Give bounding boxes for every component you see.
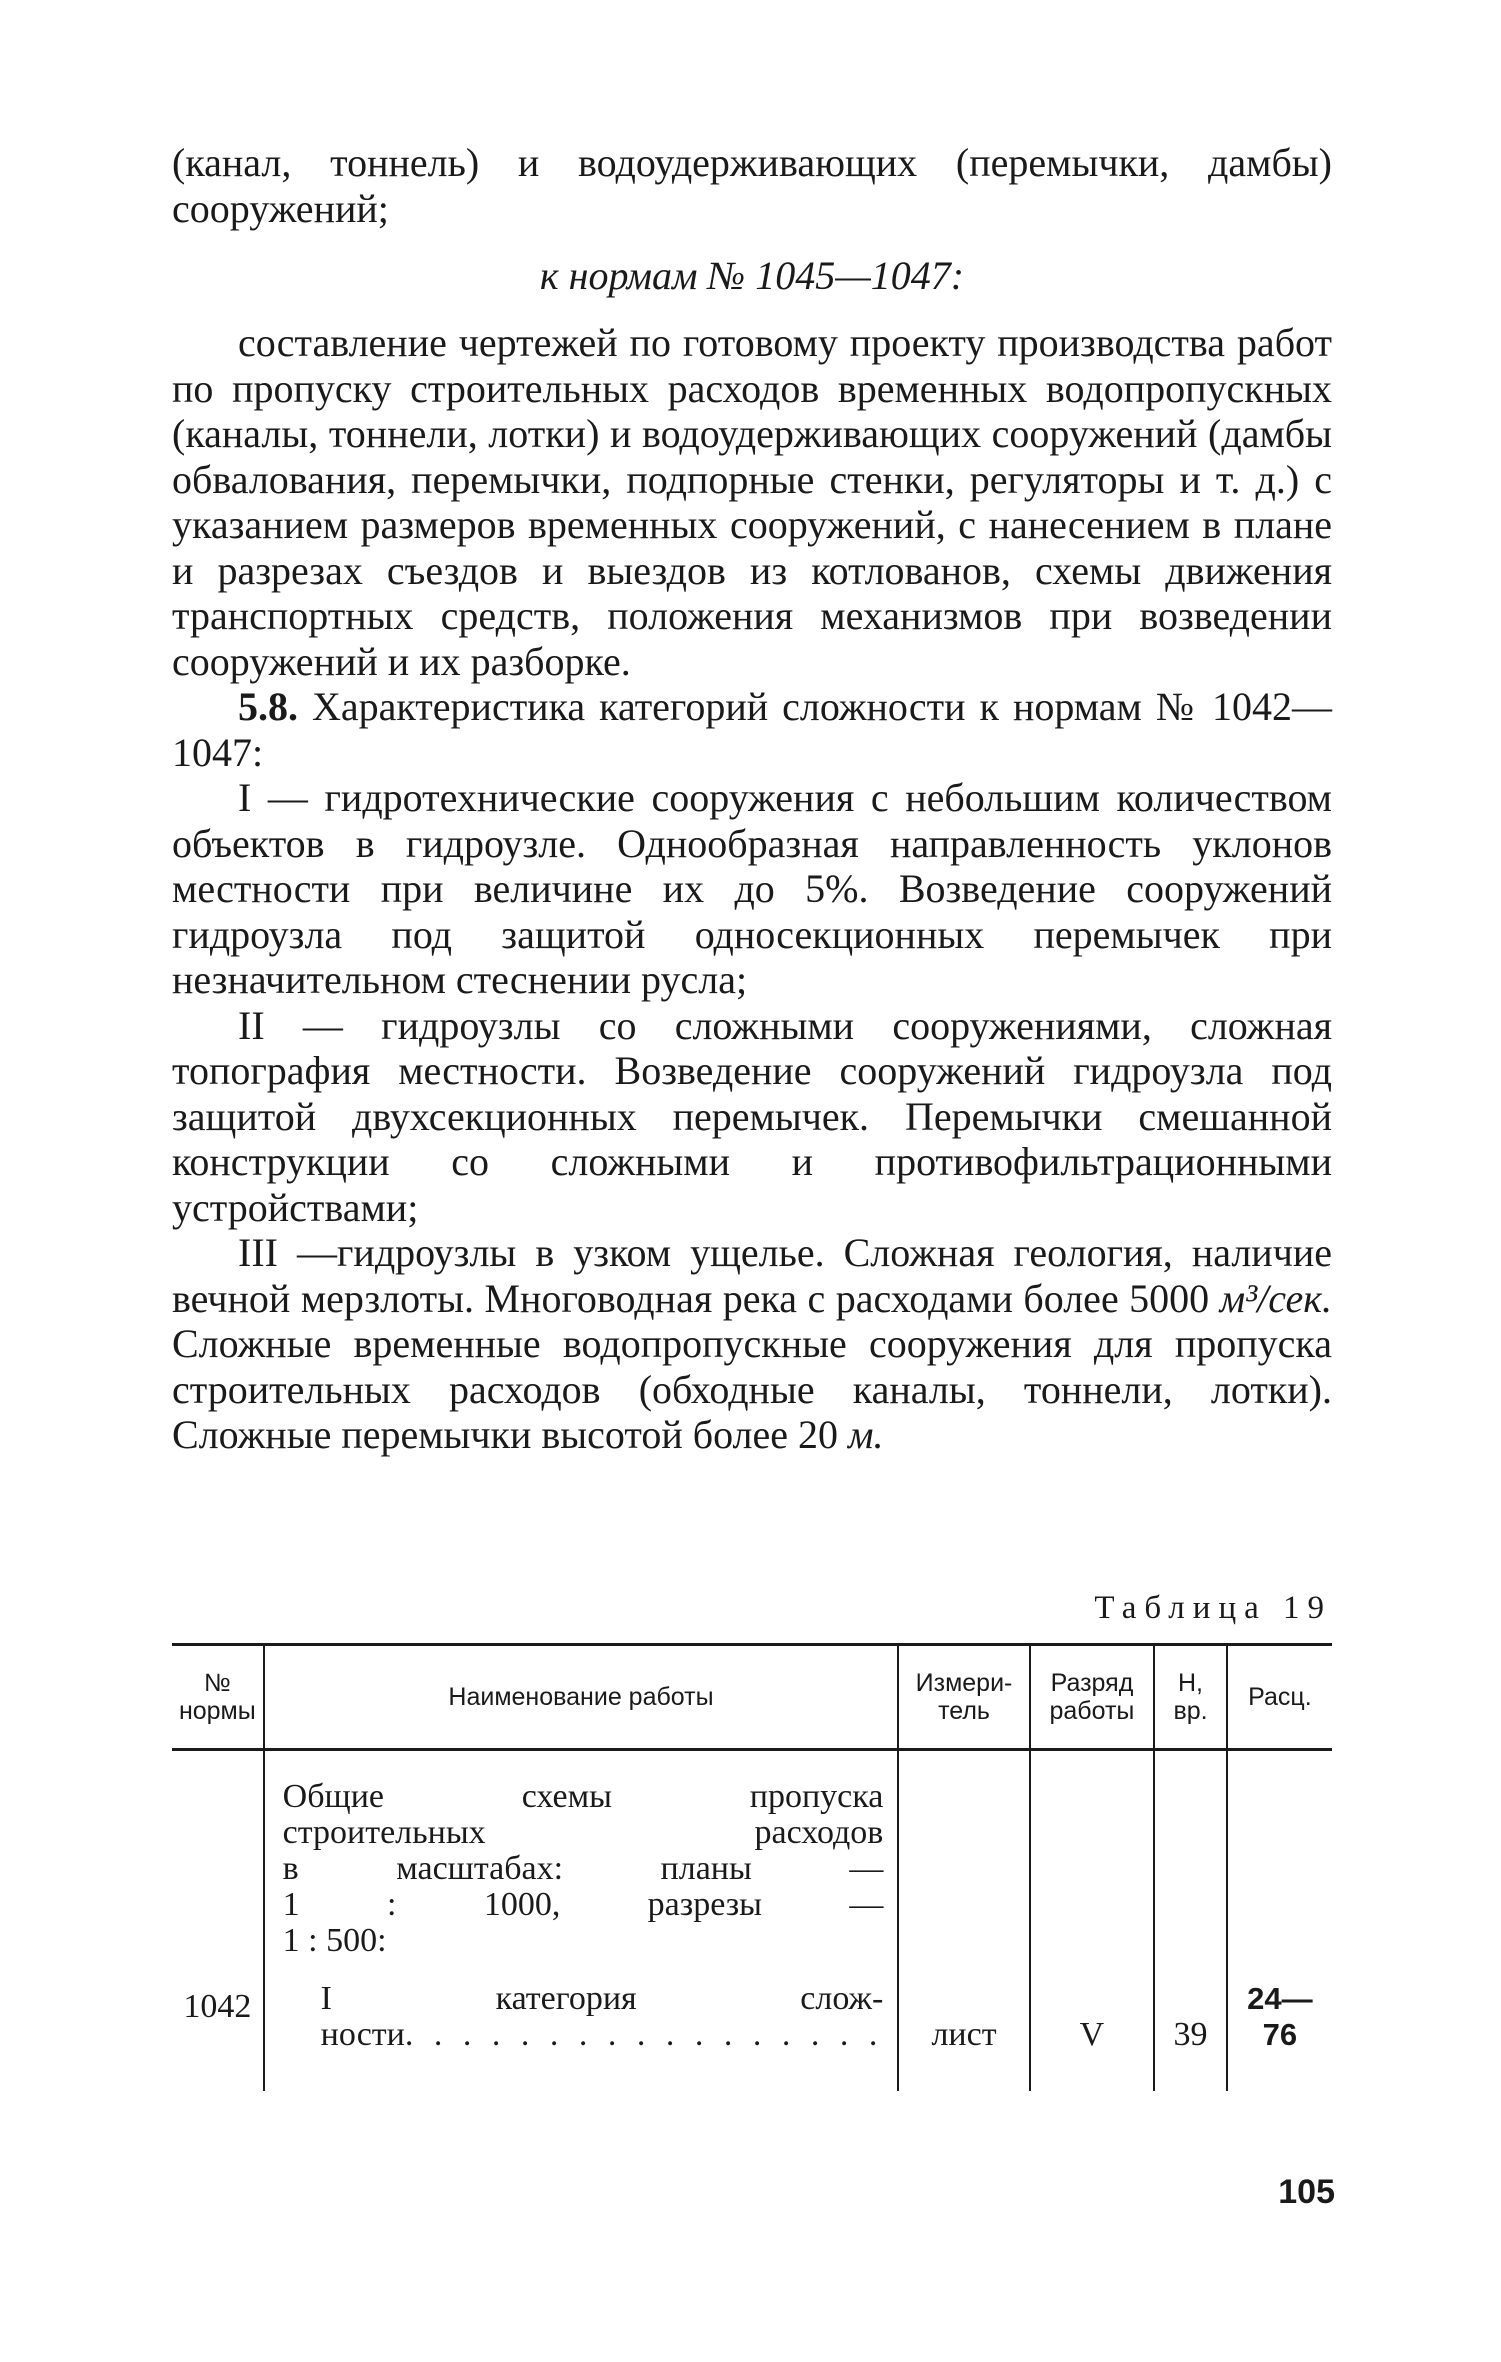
- table-row: [172, 1750, 1332, 2092]
- table-caption: Таблица 19: [1094, 1590, 1332, 1626]
- header-rate: Расц.: [1227, 1645, 1332, 1750]
- desc-line-5: 1 : 500:: [282, 1922, 387, 1959]
- header-grade-line2: работы: [1049, 1697, 1135, 1725]
- category-3-text: [172, 1230, 1332, 1458]
- category-2-text: II — гидроузлы со сложными сооружениями, сложная топография местности. Возведение сооружений гидроузла под защитой двухсекционных перемычек. Перемычки смешанной конструкции со сложными и противофильтрационными устройствами;: [172, 1002, 1332, 1230]
- desc-line-4: 1 : 1000, разрезы —: [282, 1886, 884, 1923]
- header-unit: [898, 1645, 1029, 1750]
- category-1-text: I — гидротехнические сооружения с небольшим количеством объектов в гидроузле. Однообразная направленность уклонов местности при величине их до 5%. Возведение сооружений гидроузла под защитой односекционных перемычек при незначительном стеснении русла;: [172, 775, 1332, 1002]
- unit-meters: м.: [848, 1412, 884, 1457]
- subheading-norms: к нормам № 1045—1047:: [539, 253, 965, 298]
- page-number: 105: [1278, 2173, 1335, 2211]
- cell-work-name: [264, 1750, 899, 2092]
- norms-table: [172, 1643, 1332, 2091]
- unit-flow: м³/сек.: [1219, 1275, 1332, 1321]
- section-title: Характеристика категорий сложности к нормам № 1042—1047:: [172, 684, 1333, 775]
- header-grade: [1030, 1645, 1155, 1750]
- desc-line-2: строительных расходов: [282, 1814, 884, 1851]
- category-entry: [321, 1981, 884, 2053]
- table-header-row: [172, 1645, 1332, 1750]
- cell-rate: 24—76: [1227, 1750, 1332, 2092]
- paragraph-drawings: составление чертежей по готовому проекту производства работ по пропуску строительных расходов временных водопропускных (каналы, тоннели, лотки) и водоудерживающих сооружений (дамбы обвалования, перемычки, подпорные стенки, регуляторы и т. д.) с указанием размеров временных сооружений, с нанесением в плане и разрезах съездов и выездов из котлованов, схемы движения транспортных средств, положения механизмов при возведении сооружений и их разборке.: [172, 320, 1332, 684]
- header-unit-line1: Измери-: [915, 1669, 1013, 1697]
- category-3-part-a: III —гидроузлы в узком ущелье. Сложная геология, наличие вечной мерзлоты. Многоводная река с расходами более 5000: [172, 1230, 1332, 1321]
- header-unit-line2: тель: [938, 1697, 990, 1725]
- desc-line-1: Общие схемы пропуска: [282, 1778, 884, 1815]
- header-norm-number: [172, 1645, 264, 1750]
- cell-unit: лист: [898, 1750, 1029, 2092]
- page-body: [172, 140, 1332, 1458]
- cell-hours: 39: [1154, 1750, 1227, 2092]
- header-work-name: Наименование работы: [264, 1645, 899, 1750]
- section-5-8: [172, 684, 1332, 775]
- header-num-line1: №: [203, 1669, 231, 1697]
- category-3-part-b: Сложные временные водопропускные сооружения для пропуска строительных расходов (обходные каналы, тоннели, лотки). Сложные перемычки высотой более 20: [172, 1321, 1332, 1457]
- header-hours: Н, вр.: [1154, 1645, 1227, 1750]
- category-line-1: I категория слож-: [320, 1980, 884, 2017]
- cell-grade: V: [1030, 1750, 1155, 2092]
- desc-line-3: в масштабах: планы —: [282, 1850, 884, 1887]
- cell-norm-number: 1042: [183, 1988, 252, 2025]
- leader-dots: . . . . . . . . . . . . . . . . .: [404, 2017, 884, 2053]
- header-num-line2: нормы: [178, 1697, 256, 1725]
- header-grade-line1: Разряд: [1050, 1669, 1134, 1697]
- paragraph-continuation: (канал, тоннель) и водоудерживающих (перемычки, дамбы) сооружений;: [172, 140, 1332, 231]
- section-number: 5.8.: [238, 684, 298, 729]
- category-word: ности: [320, 2016, 405, 2053]
- category-line-2: [321, 2017, 884, 2053]
